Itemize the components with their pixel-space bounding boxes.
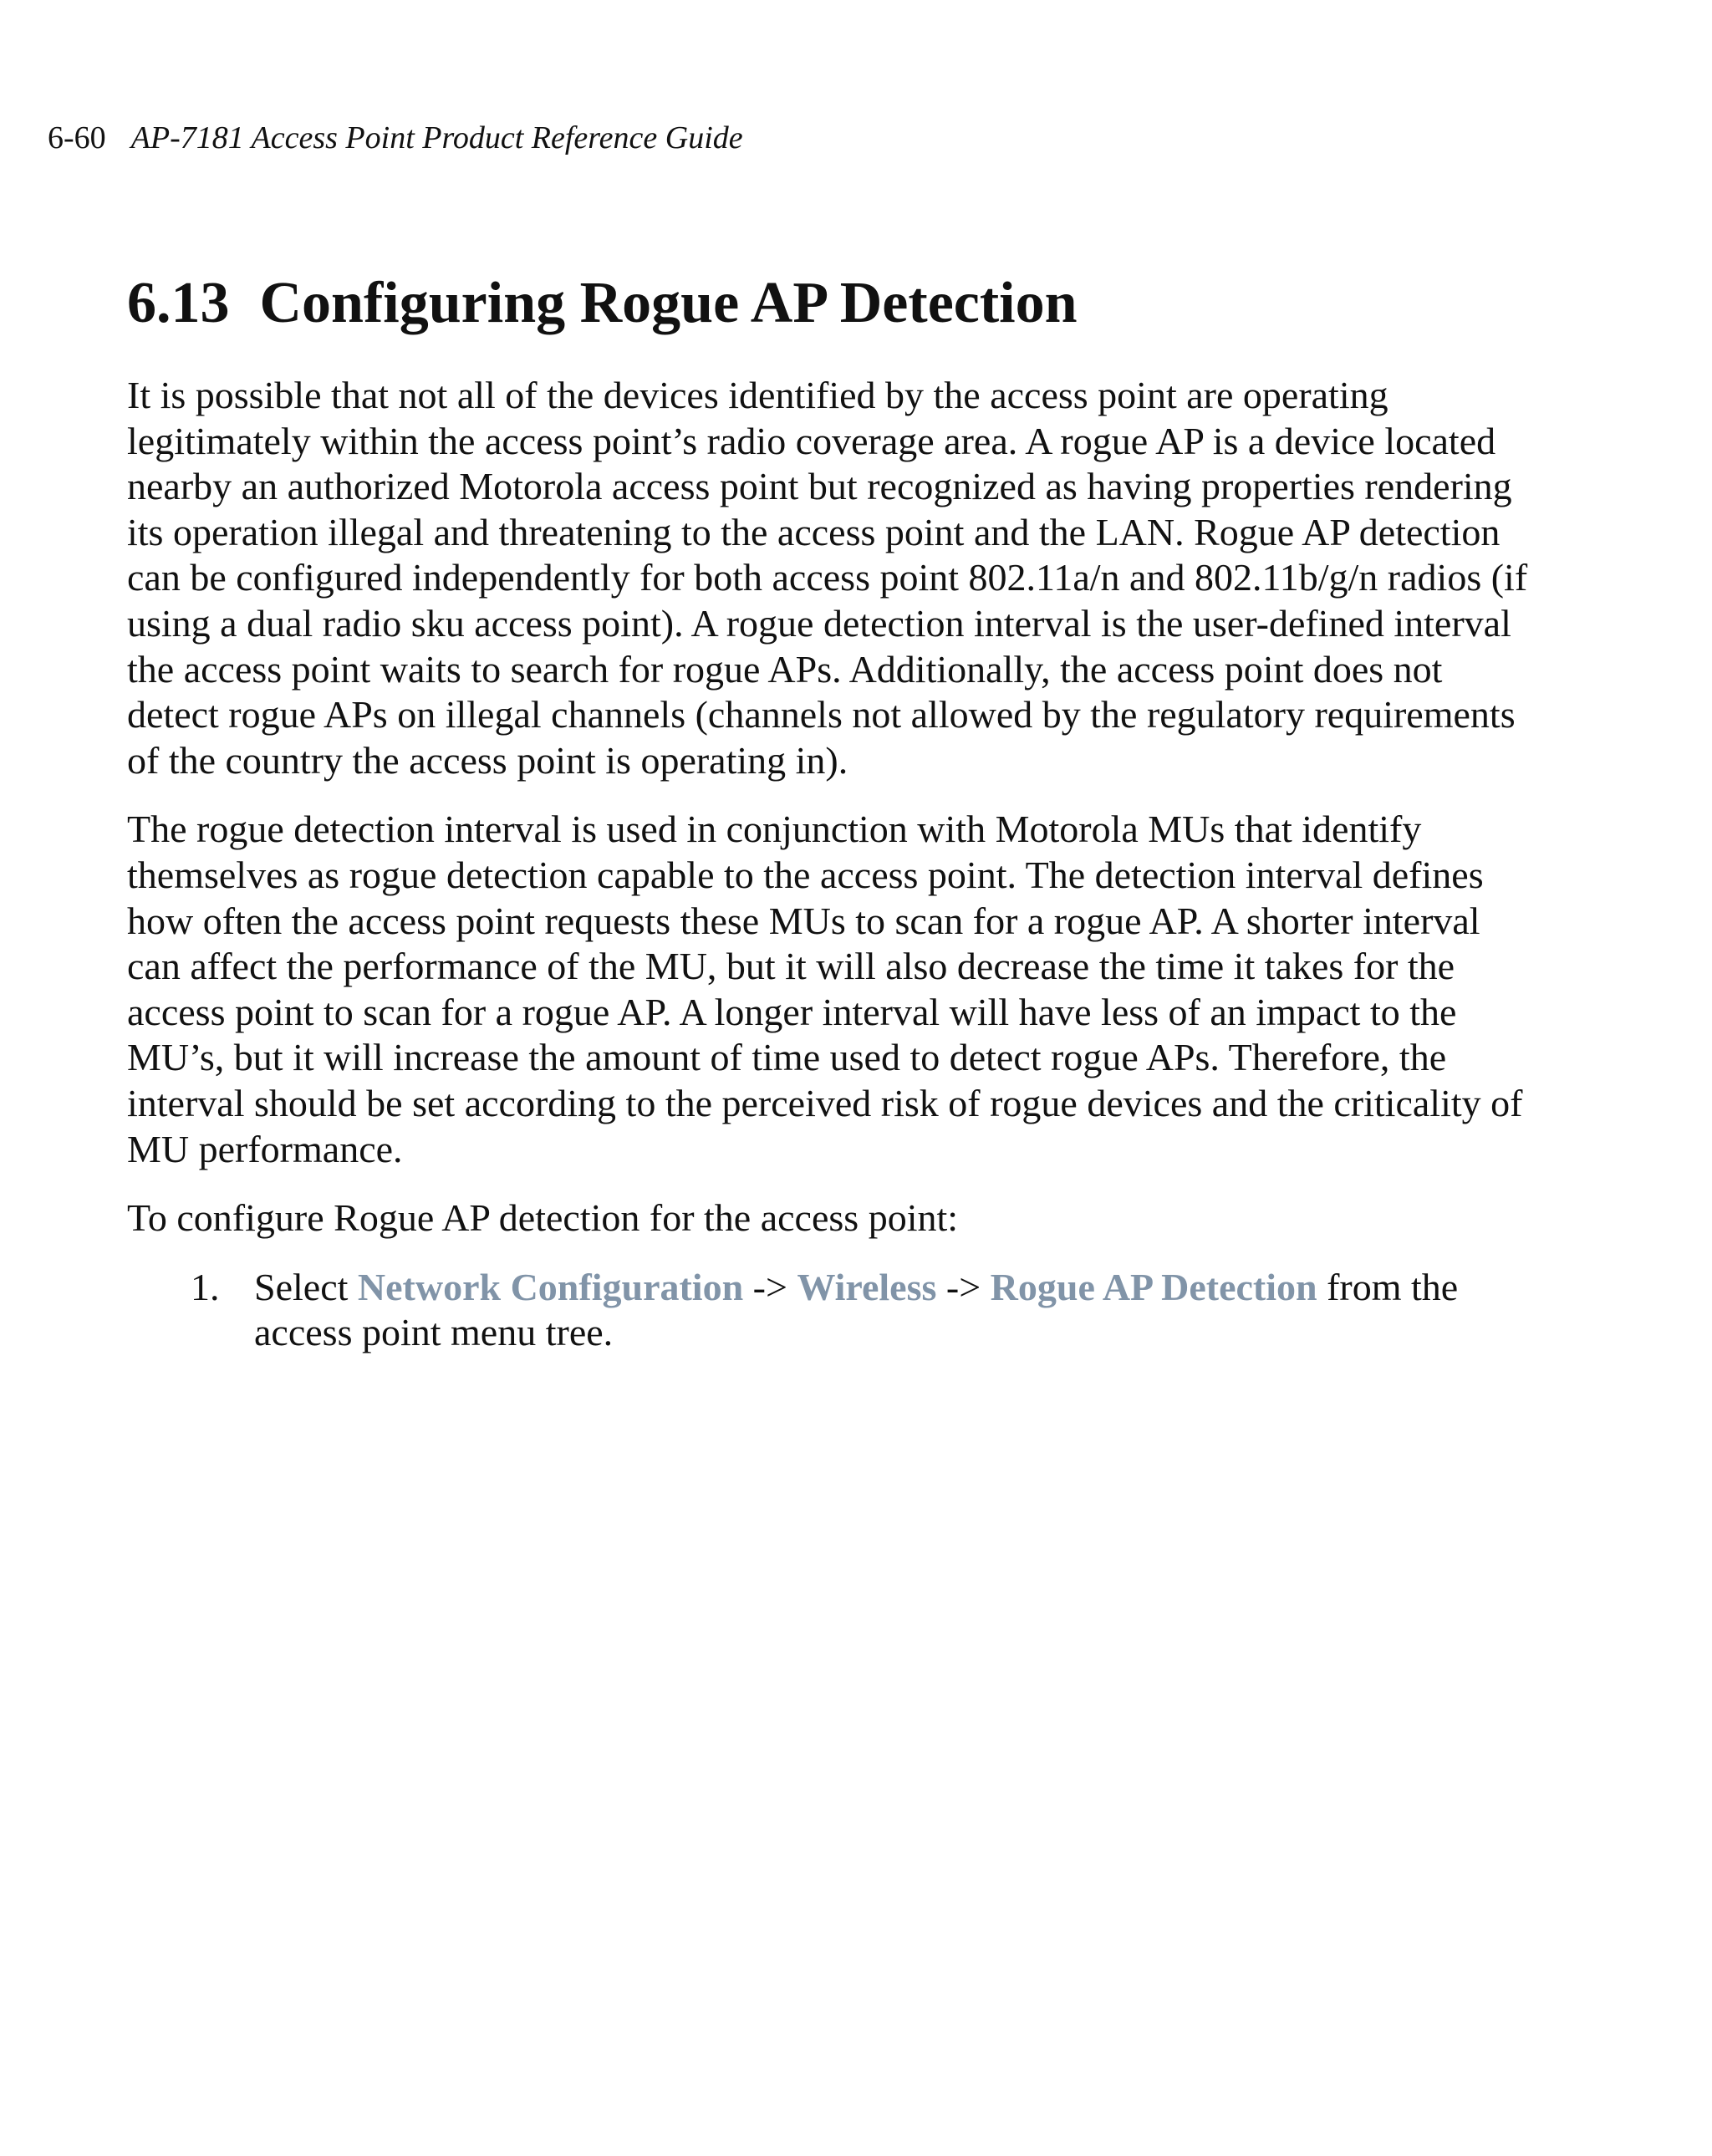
section-title: Configuring Rogue AP Detection (259, 271, 1078, 335)
procedure-step (127, 1265, 1531, 1356)
menu-link-wireless[interactable]: Wireless (797, 1265, 937, 1308)
section-heading (127, 266, 1531, 341)
page-number: 6-60 (48, 120, 106, 155)
section-number: 6.13 (127, 271, 230, 335)
guide-title: AP-7181 Access Point Product Reference Guide (130, 120, 743, 155)
menu-path-separator: -> (743, 1265, 797, 1308)
page-content (127, 266, 1531, 1356)
procedure-steps (127, 1265, 1531, 1356)
step-prefix: Select (254, 1265, 358, 1308)
menu-path-separator: -> (936, 1265, 991, 1308)
menu-link-rogue-ap-detection[interactable]: Rogue AP Detection (990, 1265, 1317, 1308)
step-suffix: from the access point menu tree. (254, 1265, 1459, 1354)
menu-link-network-configuration[interactable]: Network Configuration (357, 1265, 744, 1308)
step-number: 1. (191, 1265, 220, 1308)
instruction-lead-paragraph: To configure Rogue AP detection for the access point: (127, 1196, 959, 1240)
detection-interval-paragraph: The rogue detection interval is used in conjunction with Motorola MUs that identify themselves as rogue detection capable to the access point. The detection interval defines how often the access point requests these MUs to scan for a rogue AP. A shorter interval can affect the performance of the MU, but it will also decrease the time it takes for the access point to scan for a rogue AP. A longer interval will have less of an impact to the MU’s, but it will increase the amount of time used to detect rogue APs. Therefore, the interval should be set according to the perceived risk of rogue devices and the criticality of MU performance. (127, 808, 1523, 1170)
running-header (48, 117, 743, 159)
intro-paragraph: It is possible that not all of the devices identified by the access point are operating legitimately within the access point’s radio coverage area. A rogue AP is a device located nearby an authorized Motorola access point but recognized as having properties rendering its operation illegal and threatening to the access point and the LAN. Rogue AP detection can be configured independently for both access point 802.11a/n and 802.11b/g/n radios (if using a dual radio sku access point). A rogue detection interval is the user-defined interval the access point waits to search for rogue APs. Additionally, the access point does not detect rogue APs on illegal channels (channels not allowed by the regulatory requirements of the country the access point is operating in). (127, 374, 1528, 782)
